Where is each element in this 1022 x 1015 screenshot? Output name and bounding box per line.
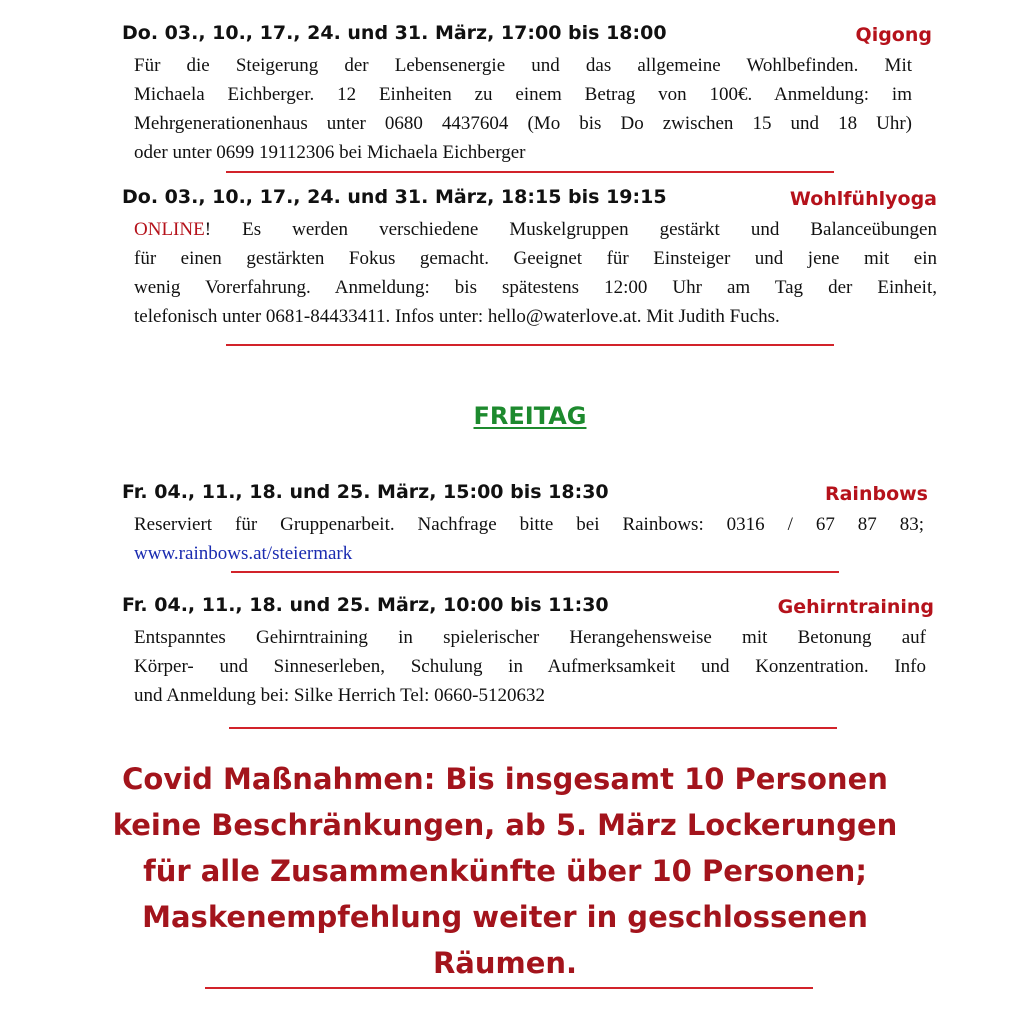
event-description [134,51,912,167]
event-description [134,510,924,568]
covid-notice-line: für alle Zusammenkünfte über 10 Personen; [143,854,867,888]
description-line: für einen gestärkten Fokus gemacht. Geeignet für Einsteiger und jene mit ein [134,248,937,269]
covid-notice [0,756,1010,986]
description-line: Mehrgenerationenhaus unter 0680 4437604 (Mo bis Do zwischen 15 und 18 Uhr) [134,113,912,134]
covid-notice-line: Covid Maßnahmen: Bis insgesamt 10 Personen [122,762,888,796]
description-line: Reserviert für Gruppenarbeit. Nachfrage bitte bei Rainbows: 0316 / 67 87 83; [134,514,924,535]
event-date: Fr. 04., 11., 18. und 25. März, 15:00 bis 18:30 [122,481,609,503]
description-line: telefonisch unter 0681-84433411. Infos unter: hello@waterlove.at. Mit Judith Fuchs. [134,306,780,327]
online-highlight: ONLINE [134,219,205,240]
divider [229,727,837,729]
description-line: Für die Steigerung der Lebensenergie und das allgemeine Wohlbefinden. Mit [134,55,912,76]
description-line: und Anmeldung bei: Silke Herrich Tel: 0660-5120632 [134,685,545,706]
description-line: ONLINE! Es werden verschiedene Muskelgruppen gestärkt und Balanceübungen [134,219,937,240]
event-date: Do. 03., 10., 17., 24. und 31. März, 17:00 bis 18:00 [122,22,667,44]
event-category: Rainbows [824,483,928,505]
event-description [134,215,937,331]
description-line: Entspanntes Gehirntraining in spielerischer Herangehensweise mit Betonung auf [134,627,926,648]
event-qigong [122,22,932,167]
event-date: Fr. 04., 11., 18. und 25. März, 10:00 bis 11:30 [122,594,609,616]
description-line: Körper- und Sinneserleben, Schulung in Aufmerksamkeit und Konzentration. Info [134,656,926,677]
event-rainbows [122,481,928,568]
divider [205,987,813,989]
covid-notice-line: Räumen. [432,946,578,980]
event-category: Gehirntraining [777,596,934,618]
event-category: Qigong [855,24,932,46]
event-date: Do. 03., 10., 17., 24. und 31. März, 18:15 bis 19:15 [122,186,667,208]
divider [226,344,834,346]
event-gehirntraining [122,594,934,710]
divider [231,571,839,573]
description-line: wenig Vorerfahrung. Anmeldung: bis spätestens 12:00 Uhr am Tag der Einheit, [134,277,937,298]
rainbows-link[interactable]: www.rainbows.at/steiermark [134,543,353,564]
day-heading-friday: FREITAG [473,402,587,430]
description-line: Michaela Eichberger. 12 Einheiten zu einem Betrag von 100€. Anmeldung: im [134,84,912,105]
event-wohlfuehlyoga [122,186,937,331]
event-category: Wohlfühlyoga [789,188,937,210]
description-line: oder unter 0699 19112306 bei Michaela Eichberger [134,142,526,163]
divider [226,171,834,173]
covid-notice-line: keine Beschränkungen, ab 5. März Lockerungen [112,808,898,842]
event-description [134,623,926,710]
covid-notice-line: Maskenempfehlung weiter in geschlossenen [142,900,868,934]
